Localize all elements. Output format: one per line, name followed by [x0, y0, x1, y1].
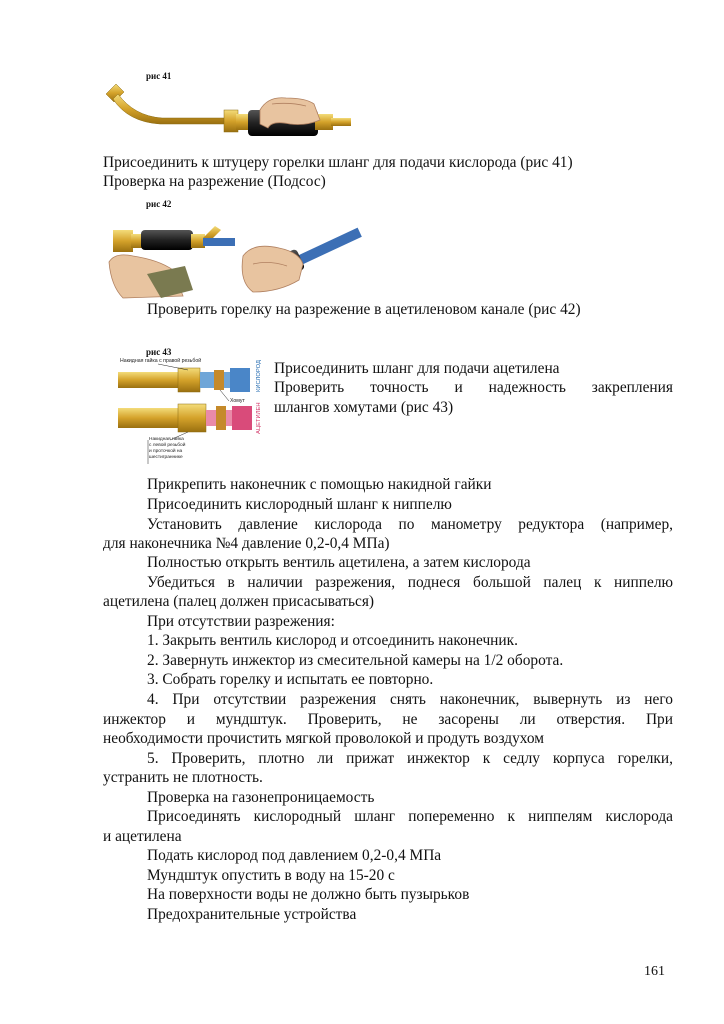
fig43-label-nut-left: и проточкой на: [149, 449, 183, 454]
text-line: Полностью открыть вентиль ацетилена, а затем кислорода: [147, 554, 531, 571]
text-line: При отсутствии разрежения:: [147, 613, 335, 630]
fig43-label-nut-right: Накидная гайка с правой резьбой: [120, 358, 202, 364]
text-line: Проверить точность и надежность закрепления: [274, 379, 673, 396]
list-item: 2. Завернуть инжектор из смесительной камеры на 1/2 оборота.: [147, 652, 564, 669]
text-line: устранить не плотность.: [103, 769, 263, 786]
fig41-caption: рис 41: [146, 71, 172, 81]
text-line: Мундштук опустить в воду на 15-20 с: [147, 867, 395, 884]
text-line: Присоединить к штуцеру горелки шланг для подачи кислорода (рис 41): [103, 154, 573, 171]
fig43-label-nut-left: с левой резьбой: [149, 443, 186, 448]
text-line: Убедиться в наличии разрежения, поднеся большой палец к ниппелю: [147, 574, 673, 591]
list-item: 1. Закрыть вентиль кислород и отсоединить наконечник.: [147, 632, 518, 649]
fig43-label-acetylene: АЦЕТИЛЕН: [256, 402, 262, 434]
text-line: Предохранительные устройства: [147, 906, 357, 923]
page-number: 161: [644, 964, 665, 979]
fig42-vacuum-check-illustration: [103, 208, 363, 300]
fig43-label-oxygen: КИСЛОРОД: [256, 360, 262, 392]
list-item: 3. Собрать горелку и испытать ее повторно.: [147, 671, 434, 688]
fig43-label-nut-left: Накидная гайка: [149, 437, 184, 442]
fig43-hose-connection-diagram: [118, 356, 270, 470]
text-line: необходимости прочистить мягкой проволокой и продуть воздухом: [103, 730, 545, 747]
fig43-label-clamp: Хомут: [230, 398, 245, 404]
text-line: для наконечника №4 давление 0,2-0,4 МПа): [103, 535, 390, 552]
text-line: Проверка на газонепроницаемость: [147, 789, 375, 806]
text-line: шлангов хомутами (рис 43): [274, 399, 454, 416]
text-line: и ацетилена: [103, 828, 182, 845]
list-item: 4. При отсутствии разрежения снять наконечник, вывернуть из него: [147, 691, 673, 708]
text-line: Присоединять кислородный шланг попеременно к ниппелям кислорода: [147, 808, 673, 825]
text-line: Подать кислород под давлением 0,2-0,4 МПа: [147, 847, 442, 864]
list-item: 5. Проверить, плотно ли прижат инжектор к седлу корпуса горелки,: [147, 750, 673, 767]
text-line: На поверхности воды не должно быть пузырьков: [147, 886, 470, 903]
text-line: Проверка на разрежение (Подсос): [103, 173, 326, 190]
text-line: ацетилена (палец должен присасываться): [103, 593, 375, 610]
text-line: Установить давление кислорода по манометру редуктора (например,: [147, 516, 673, 533]
text-line: Присоединить кислородный шланг к ниппелю: [147, 496, 452, 513]
fig43-acetylene-assembly: [118, 404, 252, 432]
fig43-label-nut-left: шестиграннике: [149, 455, 183, 460]
fig42-caption: рис 42: [146, 199, 172, 209]
fig43-caption: рис 43: [146, 347, 172, 357]
text-line: инжектор и мундштук. Проверить, не засорены ли отверстия. При: [103, 711, 673, 728]
fig41-torch-illustration: [100, 80, 360, 142]
text-line: Присоединить шланг для подачи ацетилена: [274, 360, 560, 377]
text-line: Проверить горелку на разрежение в ацетиленовом канале (рис 42): [147, 301, 581, 318]
text-line: Прикрепить наконечник с помощью накидной гайки: [147, 476, 492, 493]
fig43-oxygen-assembly: [118, 368, 250, 392]
